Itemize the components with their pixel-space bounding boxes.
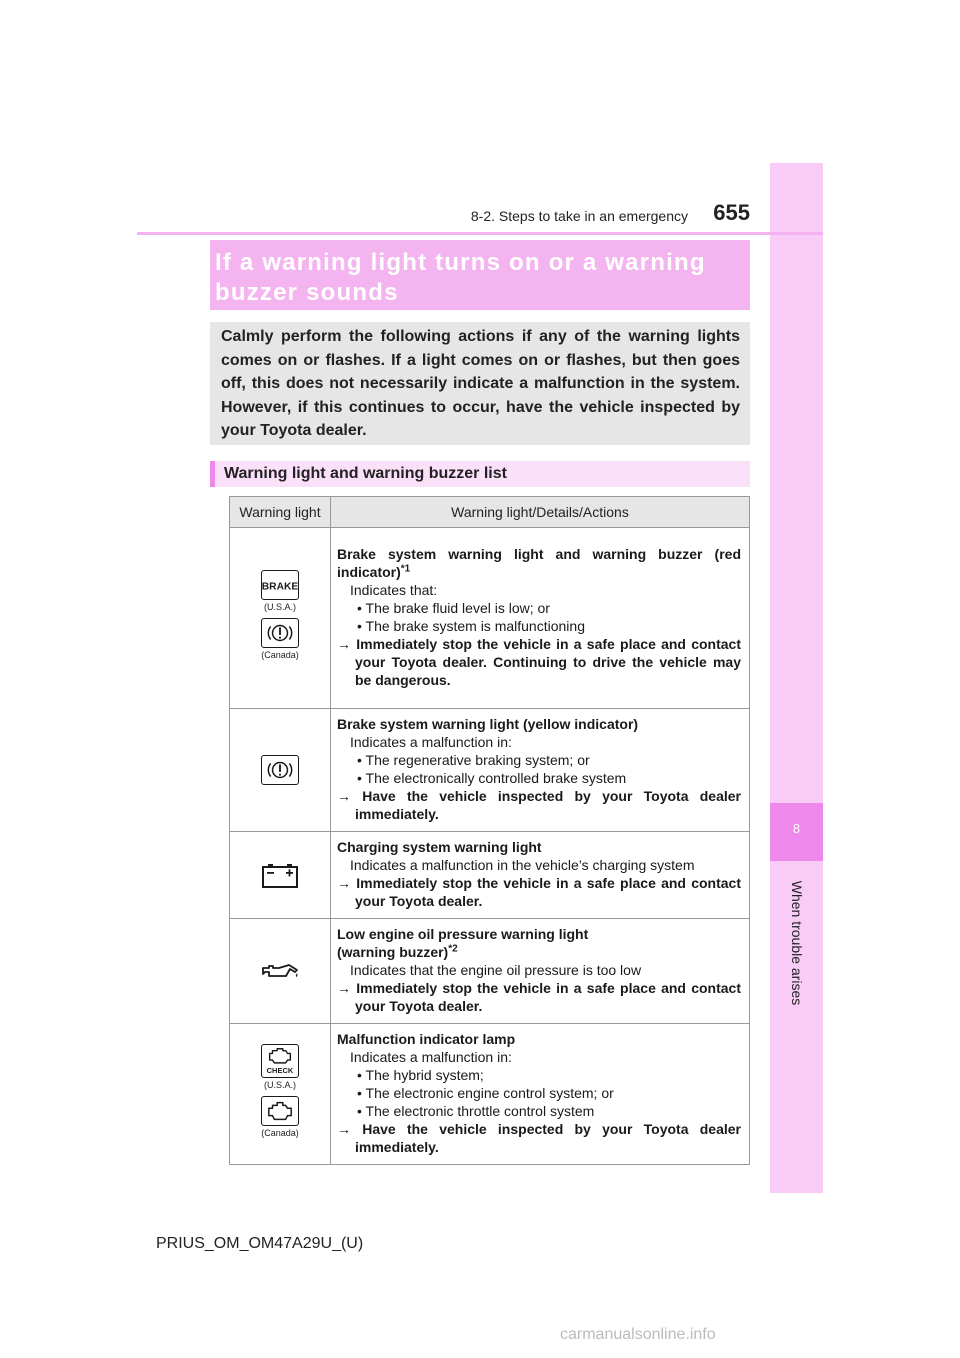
brake-text-icon bbox=[261, 570, 299, 600]
svg-text:CHECK: CHECK bbox=[266, 1066, 294, 1076]
row-title: Brake system warning light (yellow indicator) bbox=[337, 716, 639, 732]
list-item: • The electronic throttle control system bbox=[357, 1103, 595, 1119]
region-label: (U.S.A.) bbox=[263, 602, 296, 612]
row-title: Low engine oil pressure warning light bbox=[337, 926, 589, 942]
details-cell bbox=[331, 1024, 750, 1165]
table-row bbox=[230, 1024, 750, 1165]
table-header-row bbox=[230, 497, 750, 528]
list-item: • The brake system is malfunctioning bbox=[357, 618, 585, 634]
page-number: 655 bbox=[713, 200, 750, 225]
details-cell bbox=[331, 528, 750, 709]
table-row bbox=[230, 709, 750, 832]
row-intro: Indicates a malfunction in the vehicle’s charging system bbox=[350, 857, 695, 873]
row-title: Malfunction indicator lamp bbox=[337, 1031, 516, 1047]
watermark: carmanualsonline.info bbox=[560, 1326, 716, 1343]
table-row bbox=[230, 919, 750, 1024]
region-label: (Canada) bbox=[261, 1128, 299, 1138]
chapter-title: When trouble arises bbox=[788, 880, 805, 1006]
icon-cell bbox=[230, 709, 331, 832]
table-row bbox=[230, 528, 750, 709]
header-divider bbox=[137, 232, 823, 235]
row-title-2: (warning buzzer)$^{*2}$ bbox=[337, 943, 458, 960]
footnote-ref: *2 bbox=[448, 943, 458, 955]
footer-code: PRIUS_OM_OM47A29U_(U) bbox=[156, 1235, 364, 1252]
row-intro: Indicates a malfunction in: bbox=[350, 734, 512, 750]
row-action: → Immediately stop the vehicle in a safe place and contact your Toyota dealer. bbox=[337, 875, 741, 909]
region-label: (U.S.A.) bbox=[263, 1080, 296, 1090]
intro-text: Calmly perform the following actions if any of the warning lights comes on or flashes. If a light comes on or flashes, but then goes off, this does not necessarily indicate a malfunction in the system. However, if this continues to occur, have the vehicle inspected by your Toyota dealer. bbox=[221, 328, 740, 439]
row-action: → Have the vehicle inspected by your Toyota dealer immediately. bbox=[337, 788, 741, 822]
section-title: 8-2. Steps to take in an emergency bbox=[470, 208, 688, 224]
row-intro: Indicates a malfunction in: bbox=[350, 1049, 512, 1065]
list-item: • The electronic engine control system; or bbox=[357, 1085, 614, 1101]
list-item: • The electronically controlled brake system bbox=[357, 770, 627, 786]
icon-cell bbox=[230, 528, 331, 709]
icon-cell bbox=[230, 832, 331, 919]
row-intro: Indicates that: bbox=[350, 582, 438, 598]
row-title: Brake system warning light and warning buzzer (red indicator)$^{*1}$ bbox=[337, 546, 741, 580]
list-item: • The regenerative braking system; or bbox=[357, 752, 590, 768]
table-row bbox=[230, 832, 750, 919]
battery-icon bbox=[261, 860, 299, 890]
arrow-icon: → bbox=[337, 875, 351, 891]
arrow-icon: → bbox=[337, 788, 351, 804]
arrow-icon: → bbox=[337, 1121, 351, 1137]
footnote-ref: *1 bbox=[400, 563, 411, 575]
icon-cell bbox=[230, 1024, 331, 1165]
row-action: → Have the vehicle inspected by your Toyota dealer immediately. bbox=[337, 1121, 741, 1155]
row-action: → Immediately stop the vehicle in a safe place and contact your Toyota dealer. Continuing to drive the vehicle may be dangerous. bbox=[337, 636, 741, 688]
check-engine-icon bbox=[261, 1044, 299, 1078]
details-cell bbox=[331, 709, 750, 832]
row-action: → Immediately stop the vehicle in a safe place and contact your Toyota dealer. bbox=[337, 980, 741, 1014]
engine-icon bbox=[261, 1096, 299, 1126]
page-title: If a warning light turns on or a warning buzzer sounds bbox=[215, 249, 706, 306]
icon-cell bbox=[230, 919, 331, 1024]
list-item: • The brake fluid level is low; or bbox=[357, 600, 550, 616]
region-label: (Canada) bbox=[261, 650, 299, 660]
subheading: Warning light and warning buzzer list bbox=[224, 465, 507, 482]
col-header-details: Warning light/Details/Actions bbox=[331, 497, 750, 528]
row-intro: Indicates that the engine oil pressure is too low bbox=[350, 962, 642, 978]
col-header-warning-light: Warning light bbox=[230, 497, 331, 528]
brake-exclamation-icon bbox=[261, 755, 299, 785]
svg-text:BRAKE: BRAKE bbox=[262, 581, 298, 593]
list-item: • The hybrid system; bbox=[357, 1067, 484, 1083]
chapter-number: 8 bbox=[792, 821, 801, 836]
arrow-icon: → bbox=[337, 636, 351, 652]
details-cell bbox=[331, 832, 750, 919]
chapter-sidebar bbox=[770, 163, 823, 1193]
oil-can-icon bbox=[259, 956, 301, 986]
warning-light-table bbox=[229, 496, 750, 1165]
details-cell bbox=[331, 919, 750, 1024]
brake-exclamation-icon bbox=[261, 618, 299, 648]
arrow-icon: → bbox=[337, 980, 351, 996]
row-title: Charging system warning light bbox=[337, 839, 542, 855]
